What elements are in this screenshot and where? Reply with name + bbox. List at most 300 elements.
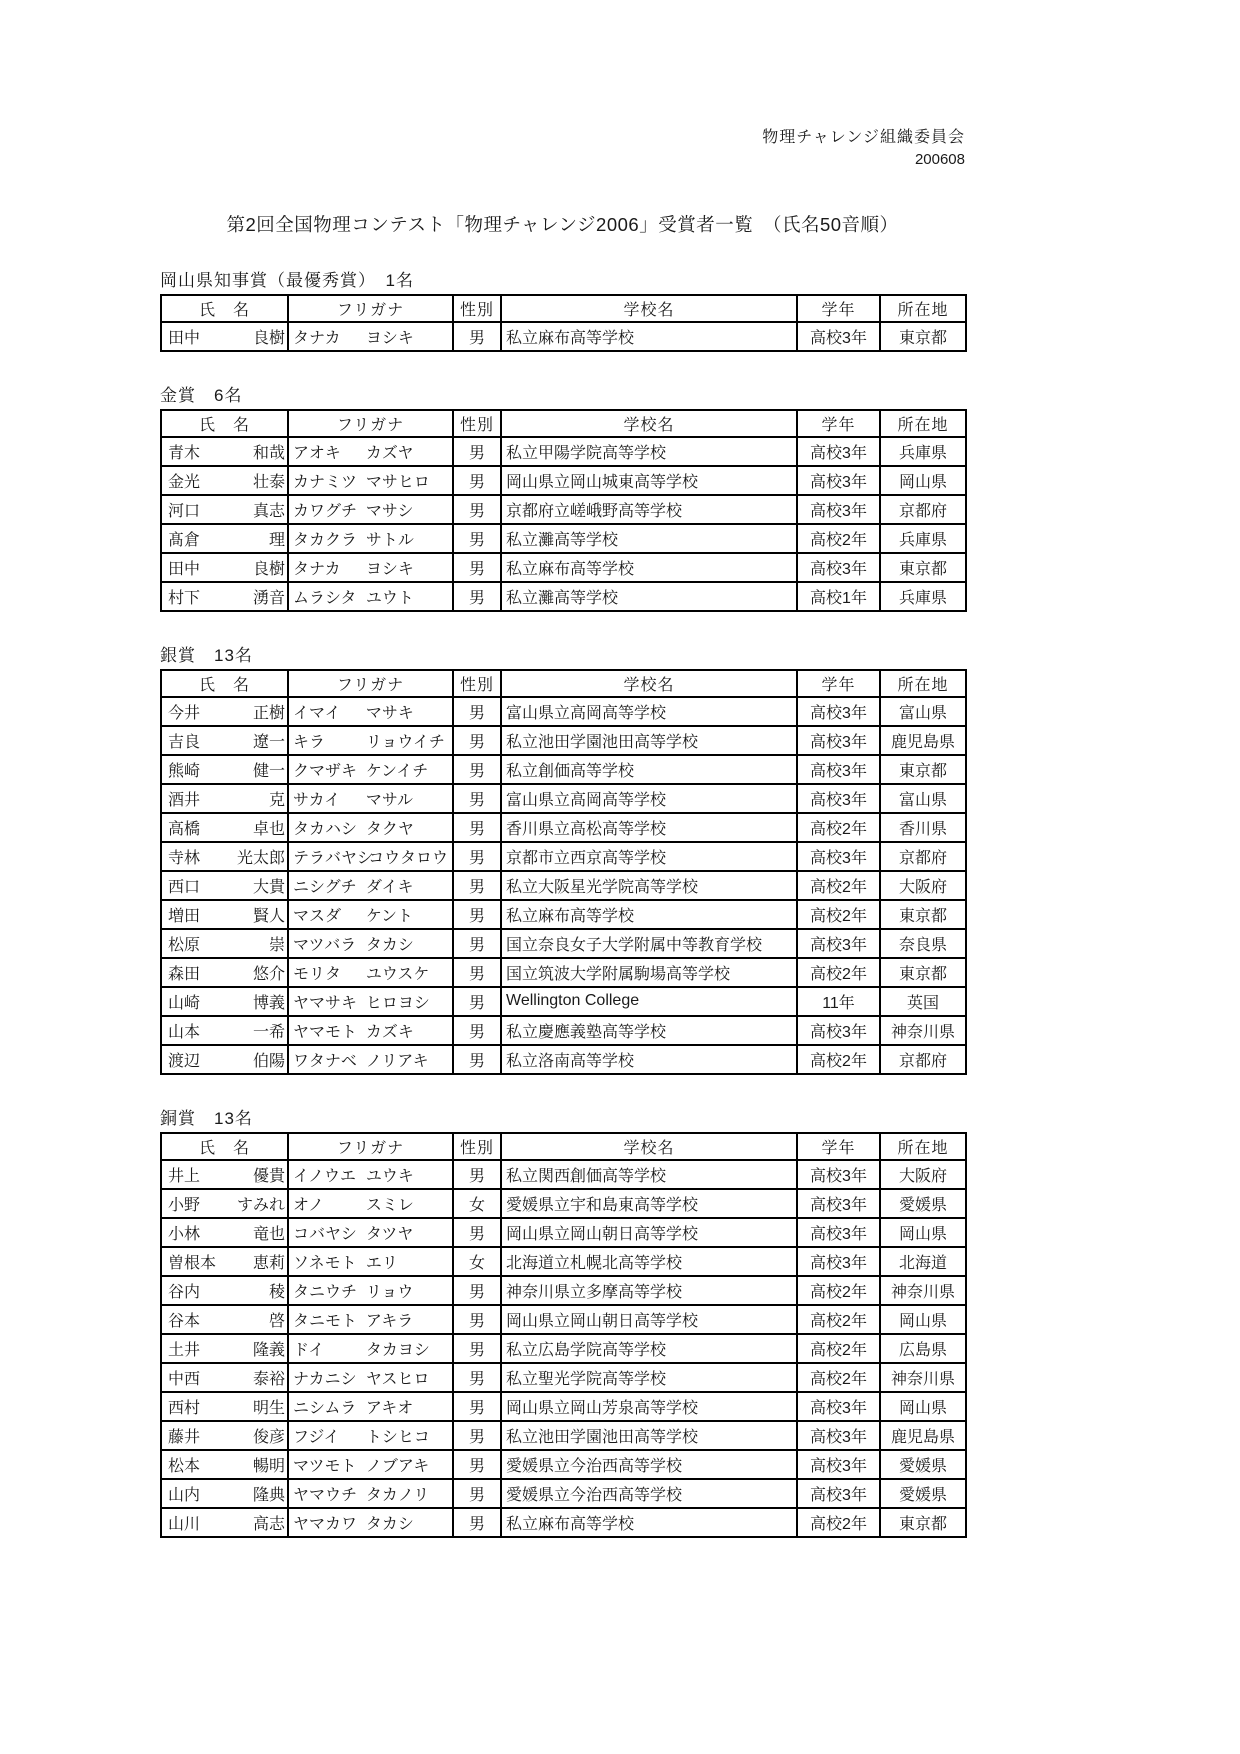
table-header-row <box>161 295 966 322</box>
winner-given-name: 和哉 <box>252 444 285 462</box>
winner-surname: 渡辺 <box>168 1052 201 1070</box>
winner-kana-family: モリタ <box>293 965 342 983</box>
winner-name-pair <box>166 585 287 608</box>
winner-gender-cell: 男 <box>453 755 501 784</box>
winner-given-name: 一希 <box>252 1023 285 1041</box>
winner-name-cell <box>161 871 288 900</box>
winner-kana-family: ヤマモト <box>293 1023 358 1041</box>
winner-location-cell: 東京都 <box>880 553 966 582</box>
winner-name-pair <box>166 325 287 348</box>
table-row <box>161 958 966 987</box>
winner-gender-cell: 男 <box>453 466 501 495</box>
winner-given-name: 稜 <box>268 1283 285 1301</box>
table-header-row <box>161 670 966 697</box>
winner-grade-cell: 高校1年 <box>797 582 880 611</box>
table-row <box>161 1508 966 1537</box>
winner-given-name: 卓也 <box>252 820 285 838</box>
winner-name-pair <box>166 1192 287 1215</box>
winner-name-cell <box>161 784 288 813</box>
winner-location-cell: 東京都 <box>880 900 966 929</box>
winner-name-cell <box>161 1334 288 1363</box>
winner-gender-cell: 男 <box>453 1421 501 1450</box>
winner-name-pair <box>166 498 287 521</box>
winner-gender-cell: 男 <box>453 842 501 871</box>
winner-school-cell: 北海道立札幌北高等学校 <box>501 1247 797 1276</box>
winner-surname: 山本 <box>168 1023 201 1041</box>
winner-name-cell <box>161 1045 288 1074</box>
column-header-5: 所在地 <box>880 670 966 697</box>
column-header-5: 所在地 <box>880 295 966 322</box>
winner-kana-given: マサル <box>365 791 414 809</box>
winner-given-name: 暢明 <box>252 1457 285 1475</box>
date-code: 200608 <box>914 151 965 169</box>
winner-grade-cell: 高校2年 <box>797 1508 880 1537</box>
winner-kana-family: タニウチ <box>293 1283 358 1301</box>
column-header-1: フリガナ <box>288 1133 453 1160</box>
award-table <box>160 294 967 352</box>
winner-school-cell: 愛媛県立宇和島東高等学校 <box>501 1189 797 1218</box>
winner-grade-cell: 高校3年 <box>797 1392 880 1421</box>
winner-kana-given: ヒロヨシ <box>365 994 430 1012</box>
winner-name-cell <box>161 987 288 1016</box>
winner-school-cell: 私立灘高等学校 <box>501 582 797 611</box>
winner-kana-pair <box>293 1395 448 1418</box>
award-table <box>160 1132 967 1538</box>
winner-location-cell: 岡山県 <box>880 1392 966 1421</box>
winner-given-name: 大貴 <box>252 878 285 896</box>
winner-gender-cell: 男 <box>453 987 501 1016</box>
winner-kana-pair <box>293 787 448 810</box>
table-row <box>161 1363 966 1392</box>
award-table <box>160 409 967 612</box>
winner-school-cell: 京都市立西京高等学校 <box>501 842 797 871</box>
winner-grade-cell: 高校3年 <box>797 1189 880 1218</box>
winner-kana-pair <box>293 700 448 723</box>
winner-kana-cell <box>288 1363 453 1392</box>
winner-surname: 谷内 <box>168 1283 201 1301</box>
winner-kana-given: タカシ <box>365 1515 414 1533</box>
winner-kana-given: ユウキ <box>365 1167 414 1185</box>
winner-location-cell: 愛媛県 <box>880 1479 966 1508</box>
winner-kana-given: ノブアキ <box>365 1457 430 1475</box>
doc-header <box>160 126 965 171</box>
table-row <box>161 524 966 553</box>
winner-given-name: 良樹 <box>252 560 285 578</box>
winner-name-pair <box>166 1308 287 1331</box>
winner-kana-pair <box>293 440 448 463</box>
winner-surname: 河口 <box>168 502 201 520</box>
winner-kana-cell <box>288 755 453 784</box>
winner-given-name: 理 <box>268 531 285 549</box>
winner-location-cell: 兵庫県 <box>880 437 966 466</box>
winner-school-cell: 国立奈良女子大学附属中等教育学校 <box>501 929 797 958</box>
winner-school-cell: 富山県立高岡高等学校 <box>501 697 797 726</box>
winner-gender-cell: 男 <box>453 1160 501 1189</box>
winner-kana-cell <box>288 1160 453 1189</box>
winner-given-name: 光太郎 <box>236 849 285 867</box>
winner-kana-pair <box>293 469 448 492</box>
column-header-4: 学年 <box>797 1133 880 1160</box>
winner-kana-family: マツバラ <box>293 936 357 954</box>
winner-kana-family: ヤマウチ <box>293 1486 358 1504</box>
winner-surname: 藤井 <box>168 1428 201 1446</box>
winner-kana-pair <box>293 845 448 868</box>
winner-kana-cell <box>288 726 453 755</box>
winner-name-cell <box>161 726 288 755</box>
winner-kana-family: タカハシ <box>293 820 358 838</box>
winner-school-cell: 私立大阪星光学院高等学校 <box>501 871 797 900</box>
winner-kana-pair <box>293 1163 448 1186</box>
winner-surname: 山内 <box>168 1486 201 1504</box>
column-header-4: 学年 <box>797 410 880 437</box>
winner-location-cell: 大阪府 <box>880 1160 966 1189</box>
table-row <box>161 1421 966 1450</box>
table-row <box>161 1334 966 1363</box>
winner-name-cell <box>161 437 288 466</box>
winner-name-cell <box>161 322 288 351</box>
winner-school-cell: 私立池田学園池田高等学校 <box>501 1421 797 1450</box>
section-label: 岡山県知事賞（最優秀賞） 1名 <box>160 270 414 290</box>
table-header-row <box>161 410 966 437</box>
table-row <box>161 1160 966 1189</box>
winner-school-cell: 国立筑波大学附属駒場高等学校 <box>501 958 797 987</box>
winner-location-cell: 東京都 <box>880 958 966 987</box>
winner-kana-given: エリ <box>365 1254 398 1272</box>
winner-surname: 田中 <box>168 329 201 347</box>
winner-kana-cell <box>288 929 453 958</box>
winner-kana-given: ユウト <box>365 589 414 607</box>
table-row <box>161 582 966 611</box>
winner-given-name: 恵莉 <box>252 1254 285 1272</box>
winner-gender-cell: 男 <box>453 1450 501 1479</box>
winner-kana-pair <box>293 527 448 550</box>
winner-grade-cell: 高校2年 <box>797 1276 880 1305</box>
winner-kana-cell <box>288 437 453 466</box>
table-row <box>161 987 966 1016</box>
winner-location-cell: 鹿児島県 <box>880 726 966 755</box>
winner-location-cell: 岡山県 <box>880 466 966 495</box>
winner-surname: 増田 <box>168 907 201 925</box>
winner-kana-cell <box>288 1334 453 1363</box>
document-content <box>160 126 965 1538</box>
winner-school-cell: 香川県立高松高等学校 <box>501 813 797 842</box>
winner-gender-cell: 男 <box>453 524 501 553</box>
winner-gender-cell: 女 <box>453 1189 501 1218</box>
winner-surname: 金光 <box>168 473 201 491</box>
winner-gender-cell: 男 <box>453 437 501 466</box>
winner-kana-pair <box>293 932 448 955</box>
winner-given-name: 真志 <box>252 502 285 520</box>
table-row <box>161 1450 966 1479</box>
winner-name-pair <box>166 1453 287 1476</box>
winner-name-cell <box>161 1189 288 1218</box>
table-row <box>161 726 966 755</box>
winner-gender-cell: 男 <box>453 697 501 726</box>
column-header-3: 学校名 <box>501 1133 797 1160</box>
winner-kana-cell <box>288 495 453 524</box>
winner-grade-cell: 高校2年 <box>797 871 880 900</box>
winner-name-cell <box>161 1508 288 1537</box>
winner-surname: 井上 <box>168 1167 201 1185</box>
column-header-3: 学校名 <box>501 670 797 697</box>
award-sections <box>160 266 965 1538</box>
winner-grade-cell: 高校3年 <box>797 755 880 784</box>
winner-location-cell: 英国 <box>880 987 966 1016</box>
winner-name-pair <box>166 787 287 810</box>
winner-kana-family: クマザキ <box>293 762 358 780</box>
winner-given-name: 泰裕 <box>252 1370 285 1388</box>
winner-grade-cell: 高校2年 <box>797 1334 880 1363</box>
winner-kana-cell <box>288 697 453 726</box>
winner-kana-cell <box>288 871 453 900</box>
winner-kana-given: ユウスケ <box>365 965 430 983</box>
winner-kana-family: ドイ <box>293 1341 325 1359</box>
table-body <box>161 437 966 611</box>
winner-given-name: 壮泰 <box>252 473 285 491</box>
winner-grade-cell: 高校3年 <box>797 1247 880 1276</box>
winner-kana-family: カナミツ <box>293 473 358 491</box>
winner-gender-cell: 男 <box>453 929 501 958</box>
winner-school-cell: 岡山県立岡山朝日高等学校 <box>501 1218 797 1247</box>
winner-given-name: 博義 <box>252 994 285 1012</box>
winner-gender-cell: 男 <box>453 1016 501 1045</box>
winner-kana-family: カワグチ <box>293 502 358 520</box>
winner-school-cell: 岡山県立岡山城東高等学校 <box>501 466 797 495</box>
winner-name-pair <box>166 758 287 781</box>
winner-name-pair <box>166 845 287 868</box>
table-row <box>161 1218 966 1247</box>
winner-name-pair <box>166 556 287 579</box>
winner-name-cell <box>161 1392 288 1421</box>
winner-name-pair <box>166 1482 287 1505</box>
winner-kana-pair <box>293 874 448 897</box>
section-label: 銅賞 13名 <box>160 1108 253 1128</box>
winner-kana-pair <box>293 1048 448 1071</box>
winner-name-cell <box>161 1305 288 1334</box>
winner-kana-pair <box>293 498 448 521</box>
table-row <box>161 697 966 726</box>
table-row <box>161 466 966 495</box>
winner-location-cell: 奈良県 <box>880 929 966 958</box>
winner-gender-cell: 男 <box>453 1363 501 1392</box>
winner-kana-family: コバヤシ <box>293 1225 357 1243</box>
winner-kana-given: ヤスヒロ <box>365 1370 430 1388</box>
winner-gender-cell: 男 <box>453 582 501 611</box>
table-row <box>161 1305 966 1334</box>
winner-name-cell <box>161 1363 288 1392</box>
winner-given-name: 竜也 <box>252 1225 285 1243</box>
winner-grade-cell: 高校2年 <box>797 1363 880 1392</box>
winner-location-cell: 岡山県 <box>880 1218 966 1247</box>
winner-name-pair <box>166 440 287 463</box>
winner-name-pair <box>166 1366 287 1389</box>
winner-grade-cell: 11年 <box>797 987 880 1016</box>
winner-surname: 西口 <box>168 878 201 896</box>
winner-kana-pair <box>293 1511 448 1534</box>
winner-gender-cell: 男 <box>453 871 501 900</box>
winner-kana-cell <box>288 1392 453 1421</box>
winner-gender-cell: 女 <box>453 1247 501 1276</box>
winner-kana-given: コウタロウ <box>368 849 448 867</box>
winner-location-cell: 東京都 <box>880 322 966 351</box>
winner-school-cell: 私立広島学院高等学校 <box>501 1334 797 1363</box>
winner-kana-given: カズキ <box>365 1023 414 1041</box>
winner-grade-cell: 高校3年 <box>797 466 880 495</box>
winner-given-name: 克 <box>268 791 285 809</box>
winner-name-pair <box>166 1511 287 1534</box>
winner-location-cell: 京都府 <box>880 495 966 524</box>
table-row <box>161 1045 966 1074</box>
winner-kana-family: アオキ <box>293 444 341 462</box>
winner-given-name: 優貴 <box>252 1167 285 1185</box>
winner-kana-family: イマイ <box>293 704 341 722</box>
table-row <box>161 1479 966 1508</box>
winner-name-pair <box>166 527 287 550</box>
table-header <box>161 410 966 437</box>
winner-name-pair <box>166 1221 287 1244</box>
winner-kana-pair <box>293 816 448 839</box>
winner-gender-cell: 男 <box>453 900 501 929</box>
winner-name-pair <box>166 1279 287 1302</box>
winner-name-pair <box>166 1163 287 1186</box>
page-title: 第2回全国物理コンテスト「物理チャレンジ2006」受賞者一覧 （氏名50音順） <box>226 213 899 235</box>
winner-given-name: 崇 <box>268 936 285 954</box>
winner-gender-cell: 男 <box>453 1508 501 1537</box>
winner-name-pair <box>166 932 287 955</box>
winner-gender-cell: 男 <box>453 553 501 582</box>
winner-surname: 森田 <box>168 965 201 983</box>
winner-kana-given: ケンイチ <box>365 762 429 780</box>
winner-kana-family: サカイ <box>293 791 341 809</box>
table-body <box>161 697 966 1074</box>
column-header-0: 氏 名 <box>161 410 288 437</box>
winner-kana-pair <box>293 1366 448 1389</box>
winner-surname: 松本 <box>168 1457 201 1475</box>
column-header-0: 氏 名 <box>161 1133 288 1160</box>
winner-location-cell: 北海道 <box>880 1247 966 1276</box>
winner-kana-pair <box>293 325 448 348</box>
winner-kana-pair <box>293 990 448 1013</box>
winner-surname: 山川 <box>168 1515 201 1533</box>
winner-kana-given: ダイキ <box>365 878 414 896</box>
winner-grade-cell: 高校3年 <box>797 1160 880 1189</box>
winner-kana-family: テラバヤシ <box>293 849 373 867</box>
column-header-3: 学校名 <box>501 410 797 437</box>
winner-kana-cell <box>288 1479 453 1508</box>
winner-kana-given: トシヒコ <box>365 1428 430 1446</box>
winner-kana-cell <box>288 553 453 582</box>
winner-kana-pair <box>293 729 448 752</box>
winner-grade-cell: 高校2年 <box>797 524 880 553</box>
winner-kana-cell <box>288 1045 453 1074</box>
table-row <box>161 1189 966 1218</box>
table-row <box>161 1247 966 1276</box>
winner-kana-pair <box>293 758 448 781</box>
winner-kana-cell <box>288 1421 453 1450</box>
winner-location-cell: 鹿児島県 <box>880 1421 966 1450</box>
winner-surname: 小林 <box>168 1225 201 1243</box>
winner-kana-given: タカノリ <box>365 1486 430 1504</box>
winner-gender-cell: 男 <box>453 1045 501 1074</box>
column-header-1: フリガナ <box>288 295 453 322</box>
table-row <box>161 900 966 929</box>
award-table <box>160 669 967 1075</box>
winner-name-pair <box>166 903 287 926</box>
table-row <box>161 755 966 784</box>
winner-given-name: 湧音 <box>252 589 285 607</box>
winner-kana-given: タカシ <box>365 936 414 954</box>
column-header-2: 性別 <box>453 1133 501 1160</box>
winner-school-cell: 私立慶應義塾高等学校 <box>501 1016 797 1045</box>
table-row <box>161 553 966 582</box>
winner-name-cell <box>161 958 288 987</box>
winner-given-name: 明生 <box>252 1399 285 1417</box>
winner-surname: 寺林 <box>168 849 201 867</box>
winner-kana-given: サトル <box>365 531 414 549</box>
winner-kana-given: マサキ <box>365 704 414 722</box>
winner-kana-given: ヨシキ <box>365 560 414 578</box>
winner-given-name: 正樹 <box>252 704 285 722</box>
column-header-1: フリガナ <box>288 410 453 437</box>
winner-name-cell <box>161 466 288 495</box>
winner-gender-cell: 男 <box>453 726 501 755</box>
winner-kana-pair <box>293 1424 448 1447</box>
winner-kana-family: ムラシタ <box>293 589 357 607</box>
winner-gender-cell: 男 <box>453 1305 501 1334</box>
winner-name-cell <box>161 582 288 611</box>
winner-given-name: 賢人 <box>252 907 285 925</box>
winner-gender-cell: 男 <box>453 813 501 842</box>
winner-location-cell: 岡山県 <box>880 1305 966 1334</box>
winner-grade-cell: 高校3年 <box>797 1421 880 1450</box>
winner-grade-cell: 高校3年 <box>797 553 880 582</box>
winner-grade-cell: 高校2年 <box>797 900 880 929</box>
winner-location-cell: 兵庫県 <box>880 524 966 553</box>
table-row <box>161 1392 966 1421</box>
winner-name-cell <box>161 1247 288 1276</box>
winner-surname: 熊崎 <box>168 762 201 780</box>
winner-kana-pair <box>293 1453 448 1476</box>
winner-school-cell: 私立麻布高等学校 <box>501 553 797 582</box>
winner-kana-cell <box>288 958 453 987</box>
winner-school-cell: 私立関西創価高等学校 <box>501 1160 797 1189</box>
winner-name-cell <box>161 755 288 784</box>
winner-grade-cell: 高校3年 <box>797 1479 880 1508</box>
column-header-2: 性別 <box>453 295 501 322</box>
winner-location-cell: 愛媛県 <box>880 1189 966 1218</box>
winner-school-cell: 私立麻布高等学校 <box>501 900 797 929</box>
section-label: 金賞 6名 <box>160 385 243 405</box>
winner-surname: 中西 <box>168 1370 201 1388</box>
winner-kana-cell <box>288 466 453 495</box>
winner-gender-cell: 男 <box>453 784 501 813</box>
winner-kana-pair <box>293 961 448 984</box>
table-row <box>161 842 966 871</box>
winner-name-cell <box>161 697 288 726</box>
winner-kana-family: ヤマカワ <box>293 1515 358 1533</box>
winner-location-cell: 東京都 <box>880 755 966 784</box>
winner-location-cell: 富山県 <box>880 784 966 813</box>
winner-grade-cell: 高校3年 <box>797 842 880 871</box>
winner-kana-cell <box>288 1016 453 1045</box>
winner-name-cell <box>161 1016 288 1045</box>
winner-name-cell <box>161 900 288 929</box>
winner-grade-cell: 高校2年 <box>797 813 880 842</box>
winner-kana-given: リョウ <box>365 1283 414 1301</box>
winner-name-cell <box>161 1276 288 1305</box>
winner-kana-pair <box>293 1221 448 1244</box>
winner-gender-cell: 男 <box>453 1334 501 1363</box>
